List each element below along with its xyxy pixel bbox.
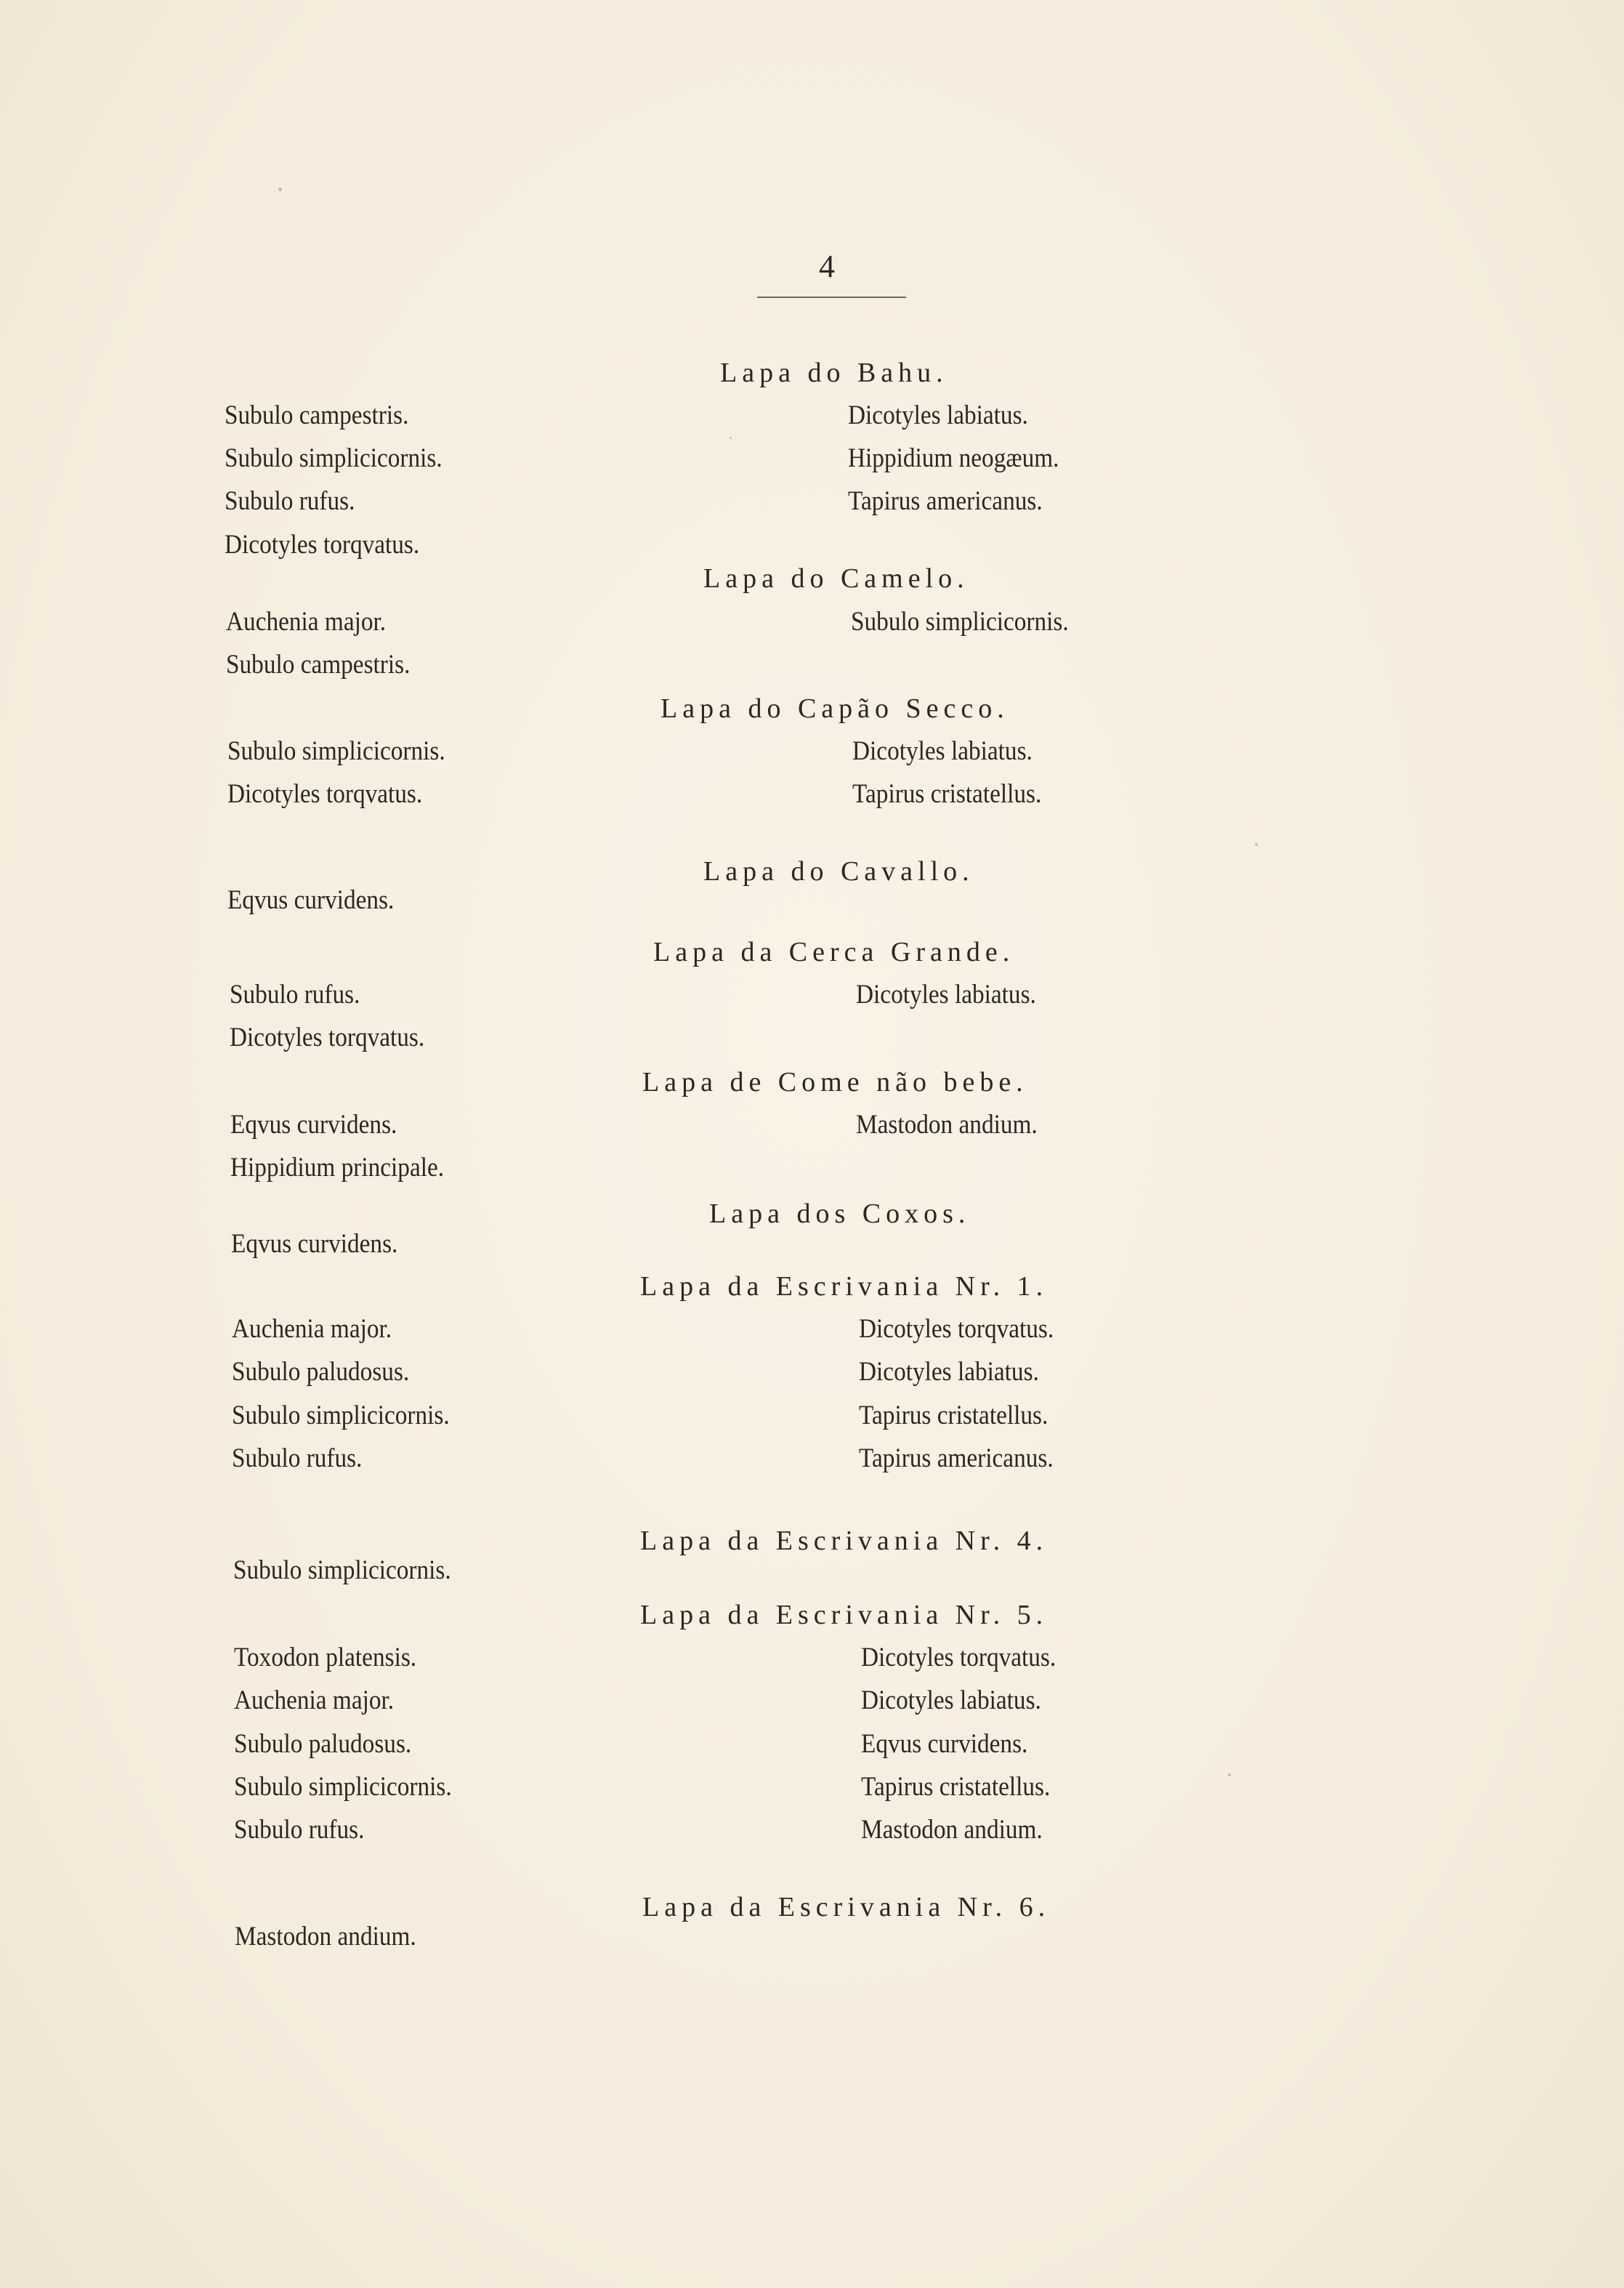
locality-heading: Lapa do Capão Secco. [660,693,1009,724]
left-species-entry: Dicotyles torqvatus. [227,779,423,809]
locality-heading: Lapa de Come não bebe. [642,1067,1028,1097]
left-species-entry: Auchenia major. [226,607,387,637]
locality-species-entry: Tapirus cristatellus. [852,779,1042,809]
locality-heading: Lapa do Camelo. [703,563,969,594]
paper-speck [1228,1773,1231,1776]
locality-species-entry: Tapirus cristatellus. [859,1401,1049,1430]
locality-species-entry: Tapirus cristatellus. [861,1772,1051,1802]
locality-species-entry: Dicotyles torqvatus. [859,1314,1054,1344]
locality-heading: Lapa do Cavallo. [703,856,974,887]
locality-heading: Lapa dos Coxos. [709,1199,971,1229]
locality-heading: Lapa da Cerca Grande. [653,937,1015,967]
left-species-entry: Dicotyles torqvatus. [230,1023,425,1052]
left-species-entry: Dicotyles torqvatus. [225,530,420,560]
left-species-entry: Subulo rufus. [230,980,360,1010]
locality-species-entry: Dicotyles labiatus. [848,400,1028,430]
left-species-entry: Auchenia major. [232,1314,392,1344]
locality-species-entry: Dicotyles torqvatus. [861,1643,1057,1672]
left-species-entry: Subulo simplicicornis. [232,1401,450,1430]
paper-speck [730,437,732,439]
locality-species-entry: Dicotyles labiatus. [859,1357,1039,1387]
locality-species-entry: Subulo simplicicornis. [851,607,1069,637]
locality-heading: Lapa da Escrivania Nr. 6. [642,1892,1051,1922]
left-species-entry: Eqvus curvidens. [227,885,395,915]
left-species-entry: Eqvus curvidens. [230,1110,397,1140]
left-species-entry: Subulo paludosus. [234,1729,412,1759]
locality-species-entry: Hippidium neogæum. [848,443,1059,473]
left-species-entry: Subulo simplicicornis. [227,736,445,766]
locality-heading: Lapa da Escrivania Nr. 4. [640,1526,1049,1556]
locality-species-entry: Mastodon andium. [856,1110,1038,1140]
left-species-entry: Subulo rufus. [232,1443,363,1473]
left-species-entry: Hippidium principale. [230,1153,445,1183]
paper-speck [278,188,282,191]
left-species-entry: Toxodon platensis. [234,1643,417,1672]
page-number-rule [757,297,906,298]
locality-heading: Lapa do Bahu. [720,358,948,388]
locality-species-entry: Dicotyles labiatus. [852,736,1033,766]
left-species-entry: Subulo rufus. [225,486,355,516]
left-species-entry: Mastodon andium. [235,1922,416,1951]
locality-species-entry: Eqvus curvidens. [861,1729,1028,1759]
locality-heading: Lapa da Escrivania Nr. 5. [640,1600,1049,1630]
left-species-entry: Auchenia major. [234,1685,395,1715]
locality-species-entry: Dicotyles labiatus. [861,1685,1041,1715]
locality-species-entry: Tapirus americanus. [859,1443,1054,1473]
left-species-entry: Subulo rufus. [234,1815,365,1845]
left-species-entry: Subulo campestris. [225,400,409,430]
locality-heading: Lapa da Escrivania Nr. 1. [640,1271,1049,1302]
locality-species-entry: Mastodon andium. [861,1815,1043,1845]
paper-speck [1255,843,1258,846]
locality-species-entry: Dicotyles labiatus. [856,980,1036,1010]
left-species-entry: Eqvus curvidens. [231,1229,398,1259]
left-species-entry: Subulo paludosus. [232,1357,410,1387]
left-species-entry: Subulo simplicicornis. [225,443,443,473]
left-species-entry: Subulo campestris. [226,650,411,680]
locality-species-entry: Tapirus americanus. [848,486,1043,516]
page-number: 4 [819,249,836,284]
left-species-entry: Subulo simplicicornis. [234,1772,452,1802]
left-species-entry: Subulo simplicicornis. [233,1555,451,1585]
